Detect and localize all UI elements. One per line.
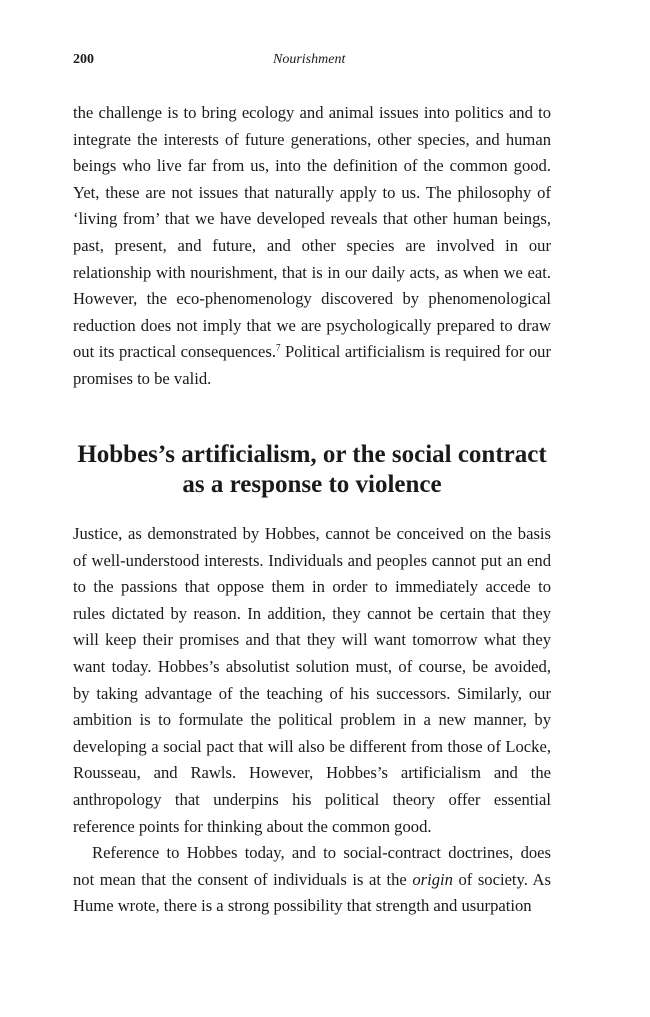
page-number: 200 [73,52,94,67]
paragraph-text: of society. As Hume wrote, there is a strong possibility that strength and usurpation [73,869,551,916]
paragraph [73,840,551,920]
paragraph: Justice, as demonstrated by Hobbes, cannot be conceived on the basis of well-understood interests. Individuals and peoples cannot put an end to the passions that oppose them in order to immediately accede to rules dictated by reason. In addition, they cannot be certain that they will keep their promises and that they will want tomorrow what they want today. Hobbes’s absolutist solution must, of course, be avoided, by taking advantage of the teaching of his successors. Similarly, our ambition is to formulate the political problem in a new manner, by developing a social pact that will also be different from those of Locke, Rousseau, and Rawls. However, Hobbes’s artificialism and the anthropology that underpins his political theory offer essential reference points for thinking about the common good. [73,524,551,836]
emphasis: origin [412,869,453,889]
paragraph-text: the challenge is to bring ecology and animal issues into politics and to integrate the interests of future generations, other species, and human beings who live far from us, into the definition of the common good. Yet, these are not issues that naturally apply to us. The philosophy of ‘living from’ that we have developed reveals that other human beings, past, present, and future, and other species are involved in our relationship with nourishment, that is in our daily acts, as when we eat. However, the eco-phenomenology discovered by phenomenological reduction does not imply that we are psychologically prepared to draw out its practical consequences. [73,103,551,362]
footnote-marker[interactable]: 7 [275,342,281,353]
section-heading-line-2: as a response to violence [182,471,442,498]
running-head [73,52,551,72]
running-title: Nourishment [273,52,346,67]
paragraph-text: Reference to Hobbes today, and to social-contract doctrines, does not mean that the consent of individuals is at the [73,843,551,889]
paragraph [73,100,551,393]
body-text-bottom [73,521,551,920]
body-text-top [73,100,551,393]
section-heading [60,440,564,500]
paragraph-text: Political artificialism is required for our promises to be valid. [73,342,551,388]
section-heading-line-1: Hobbes’s artificialism, or the social contract [77,441,547,468]
